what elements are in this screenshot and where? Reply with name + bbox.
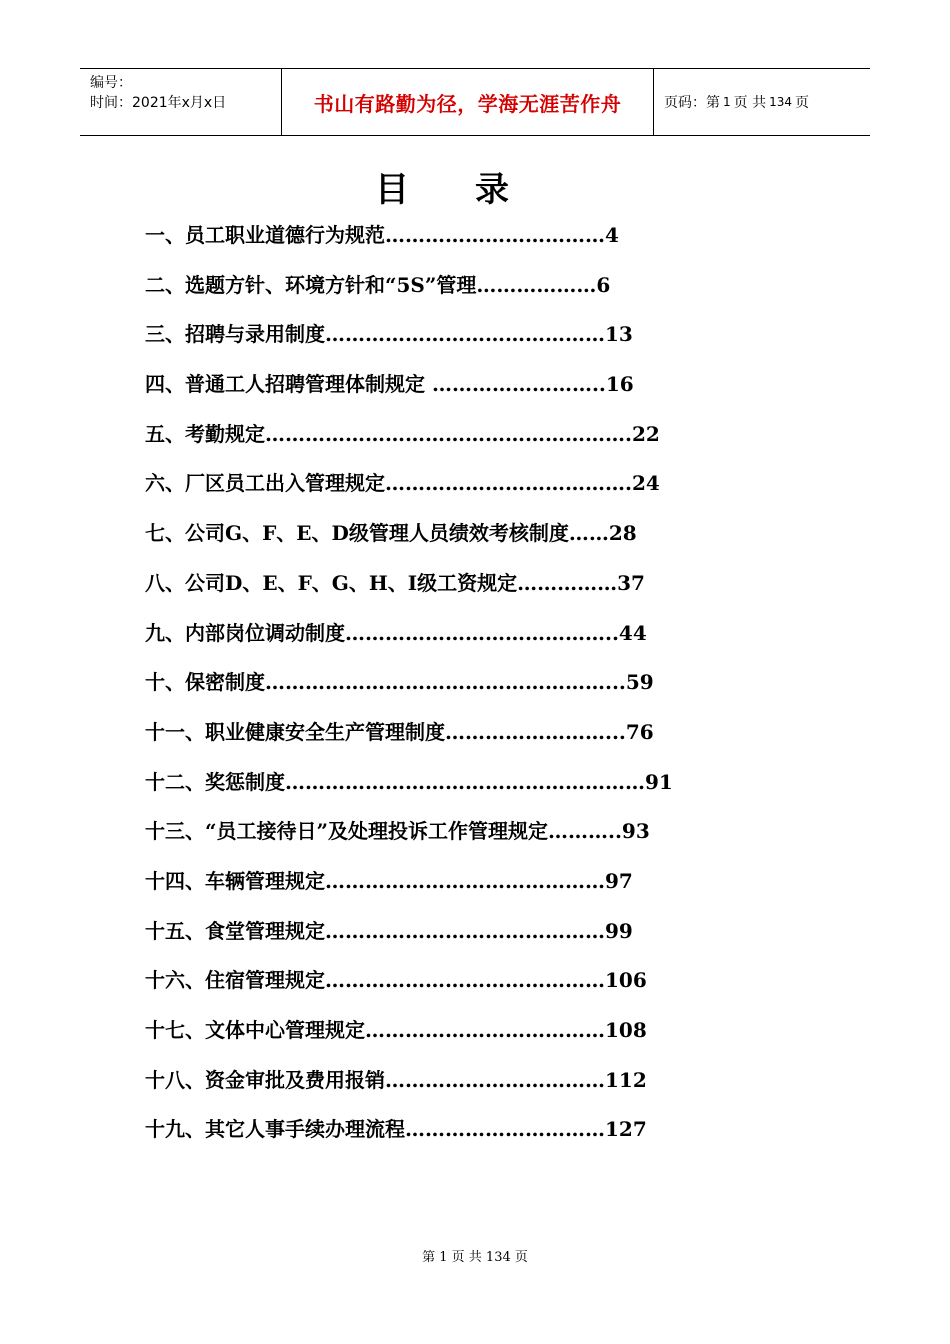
toc-entry: 六、厂区员工出入管理规定……………………………….24: [145, 471, 660, 496]
page-footer: 第 1 页 共 134 页: [422, 1250, 528, 1265]
toc-entry: 八、公司D、E、F、G、H、I级工资规定……………37: [145, 570, 645, 595]
toc-entry: 三、招聘与录用制度……………………………………13: [145, 322, 633, 347]
page-header: [80, 68, 870, 136]
toc-entry: 十九、其它人事手续办理流程…………………………127: [145, 1117, 647, 1142]
page-middle: 页 共: [733, 95, 767, 111]
toc-title: 目录: [375, 170, 575, 210]
header-page-number: [654, 69, 870, 135]
toc-entry: 十四、车辆管理规定……………………………………97: [145, 868, 633, 893]
toc-entry: 十七、文体中心管理规定………………………………108: [145, 1018, 647, 1042]
toc-entry: 十、保密制度……………………………………………...59: [145, 670, 654, 695]
toc-entry: 十一、职业健康安全生产管理制度……………………...76: [145, 719, 654, 744]
toc-entry: 十二、奖惩制度………………………………………………91: [145, 769, 673, 794]
header-info-cell: [80, 69, 282, 135]
page-current: 1: [723, 95, 731, 109]
toc-entry: 二、选题方针、环境方针和“5S”管理………………6: [145, 272, 611, 297]
page-prefix: 页码：第: [664, 95, 720, 111]
toc-entry: 十五、食堂管理规定……………………………………99: [145, 918, 633, 943]
toc-entry: 九、内部岗位调动制度…………………………………..44: [145, 620, 647, 645]
toc-entry: 一、员工职业道德行为规范……………………………4: [145, 223, 619, 247]
toc-entry: 十八、资金审批及费用报销……………………………112: [145, 1067, 647, 1092]
header-motto: 书山有路勤为径，学海无涯苦作舟: [282, 69, 654, 135]
toc-entry: 四、普通工人招聘管理体制规定 ……………………..16: [145, 372, 634, 397]
table-of-contents: [145, 218, 745, 1162]
toc-entry: 七、公司G、F、E、D级管理人员绩效考核制度……28: [145, 521, 637, 546]
toc-entry: 十六、住宿管理规定……………………………………106: [145, 968, 647, 993]
page-total: 134: [769, 95, 792, 109]
page-suffix: 页: [795, 95, 809, 111]
toc-entry: 五、考勤规定……………………………………………….22: [145, 421, 660, 446]
code-label: 编号：: [90, 75, 132, 91]
toc-entry: 十三、“员工接待日”及处理投诉工作管理规定………..93: [145, 819, 650, 844]
time-label: 时间：2021年x月x日: [90, 95, 227, 111]
